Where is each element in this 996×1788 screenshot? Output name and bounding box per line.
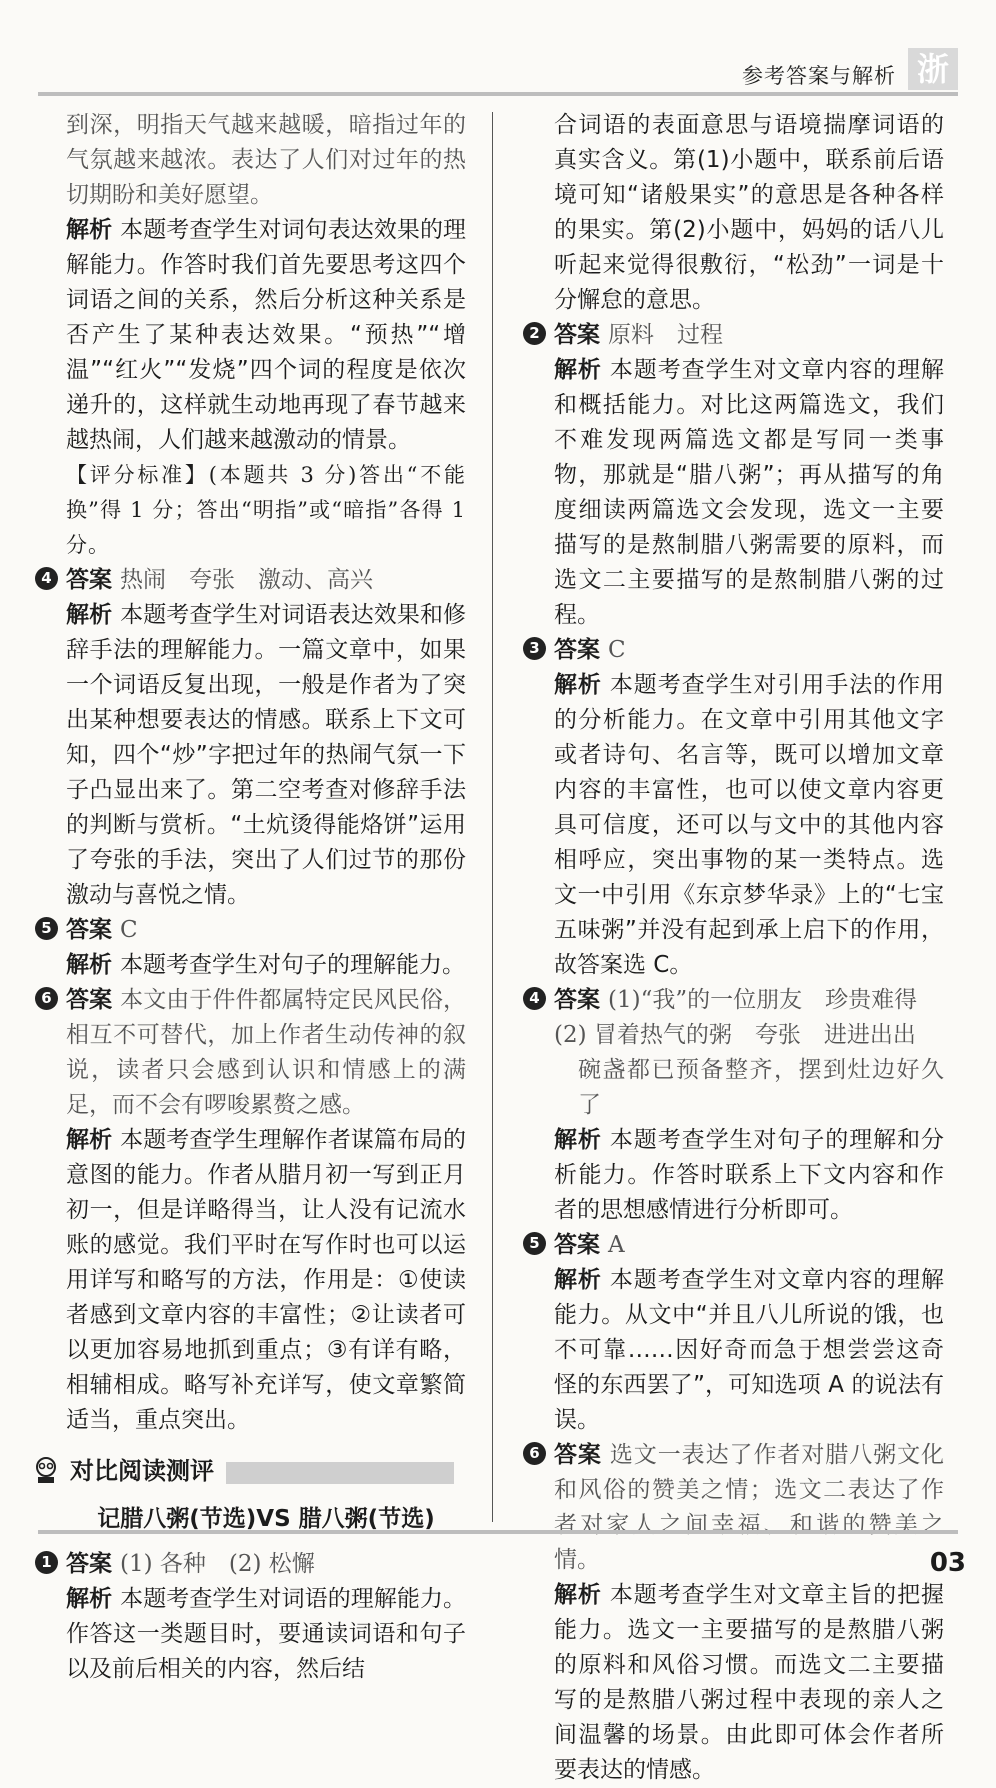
answer-label: 答案 [66, 567, 112, 593]
footer-divider [38, 1530, 958, 1534]
answer-text: C [608, 637, 626, 663]
analysis-text: 本题考查学生对句子的理解能力。 [120, 952, 465, 978]
question-number-badge: 5 [523, 1232, 546, 1255]
answer-text: (1) 各种 (2) 松懈 [120, 1551, 315, 1577]
analysis-text: 本题考查学生对引用手法的作用的分析能力。在文章中引用其他文字或者诗句、名言等，既可以增加文章内容的丰富性，也可以使文章内容更具可信度，还可以与文中的其他内容相呼应，突出事物的某一类特点。选文一中引用《东京梦华录》上的“七宝五味粥”并没有起到承上启下的作用，故答案选 C。 [554, 672, 945, 978]
answer-text: A [608, 1232, 625, 1258]
question-item-5 [41, 913, 466, 983]
answer-text-part-3: 碗盏都已预备整齐，摆到灶边好久了 [578, 1057, 944, 1118]
question-item-6 [41, 983, 466, 1438]
analysis-label: 解析 [554, 1127, 602, 1153]
answer-label: 答案 [554, 637, 600, 663]
question-number-badge: 2 [523, 322, 546, 345]
answer-label: 答案 [554, 1442, 602, 1468]
question-item-2 [529, 318, 945, 633]
header-divider [38, 92, 958, 96]
analysis-label: 解析 [66, 1586, 113, 1612]
section-subtitle: 记腊八粥(节选)VS 腊八粥(节选) [97, 1506, 435, 1532]
question-number-badge: 4 [35, 567, 58, 590]
analysis-label: 解析 [554, 1267, 602, 1293]
answer-text: 原料 过程 [608, 322, 723, 348]
question-item-4 [41, 563, 466, 913]
answer-label: 答案 [66, 1551, 112, 1577]
province-tag: 浙 [908, 48, 958, 90]
analysis-label: 解析 [554, 1582, 602, 1608]
right-column [529, 108, 945, 1788]
analysis-text: 本题考查学生对文章主旨的把握能力。选文一主要描写的是熬腊八粥的原料和风俗习惯。而选文二主要描写的是熬腊八粥过程中表现的亲人之间温馨的场景。由此即可体会作者所要表达的情感。 [554, 1582, 945, 1783]
analysis-text: 本题考查学生理解作者谋篇布局的意图的能力。作者从腊月初一写到正月初一，但是详略得当，让人没有记流水账的感觉。我们平时在写作时也可以运用详写和略写的方法，作用是：①使读者感到文章内容的丰富性；②让读者可以更加容易地抓到重点；③有详有略，相辅相成。略写补充详写，使文章繁简适当，重点突出。 [66, 1127, 466, 1433]
answer-label: 答案 [554, 322, 600, 348]
column-divider [492, 112, 493, 1522]
question-number-badge: 5 [35, 917, 58, 940]
question-item-1 [41, 1547, 466, 1687]
analysis-text: 本题考查学生对句子的理解和分析能力。作答时联系上下文内容和作者的思想感情进行分析即可。 [554, 1127, 945, 1223]
question-number-badge: 6 [523, 1442, 546, 1465]
question-item-4-right [529, 983, 945, 1228]
reader-icon [32, 1456, 60, 1484]
answer-text: 热闹 夸张 激动、高兴 [120, 567, 373, 593]
analysis-label: 解析 [66, 217, 113, 243]
continued-analysis [66, 213, 466, 458]
section-title: 对比阅读测评 [70, 1457, 214, 1485]
question-number-badge: 4 [523, 987, 546, 1010]
page-number: 03 [929, 1548, 966, 1578]
section-header [32, 1452, 466, 1498]
analysis-text: 本题考查学生对词语的理解能力。作答这一类题目时，要通读词语和句子以及前后相关的内容，然后结 [66, 1586, 466, 1682]
section-title-bar [226, 1462, 454, 1484]
analysis-label: 解析 [66, 602, 113, 628]
analysis-label: 解析 [554, 357, 602, 383]
answer-text-part-2: (2) 冒着热气的粥 夸张 进进出出 [554, 1022, 916, 1048]
analysis-label: 解析 [66, 952, 112, 978]
answer-text: 选文一表达了作者对腊八粥文化和风俗的赞美之情；选文二表达了作者对家人之间幸福、和谐的赞美之情。 [554, 1442, 945, 1573]
answer-label: 答案 [66, 917, 112, 943]
header-title: 参考答案与解析 [742, 64, 896, 88]
analysis-label: 解析 [554, 672, 602, 698]
left-column [41, 108, 466, 1687]
continued-answer-text: 到深，明指天气越来越暖，暗指过年的气氛越来越浓。表达了人们对过年的热切期盼和美好愿望。 [66, 112, 466, 208]
scoring-standard: 【评分标准】(本题共 3 分)答出“不能换”得 1 分；答出“明指”或“暗指”各得 1 分。 [66, 463, 466, 557]
page-header [0, 0, 996, 96]
analysis-text: 本题考查学生对词句表达效果的理解能力。作答时我们首先要思考这四个词语之间的关系，然后分析这种关系是否产生了某种表达效果。“预热”“增温”“红火”“发烧”四个词的程度是依次递升的，这样就生动地再现了春节越来越热闹，人们越来越激动的情景。 [66, 217, 466, 453]
question-number-badge: 6 [35, 987, 58, 1010]
analysis-text: 本题考查学生对文章内容的理解能力。从文中“并且八儿所说的饿，也不可靠……因好奇而急于想尝尝这奇怪的东西罢了”，可知选项 A 的说法有误。 [554, 1267, 945, 1433]
question-number-badge: 3 [523, 637, 546, 660]
analysis-label: 解析 [66, 1127, 113, 1153]
answer-text: (1)“我”的一位朋友 珍贵难得 [608, 987, 918, 1013]
answer-label: 答案 [554, 987, 600, 1013]
continued-analysis-text: 合词语的表面意思与语境揣摩词语的真实含义。第(1)小题中，联系前后语境可知“诸般果实”的意思是各种各样的果实。第(2)小题中，妈妈的话八儿听起来觉得很敷衍，“松劲”一词是十分懈怠的意思。 [554, 112, 944, 313]
question-item-5-right [529, 1228, 945, 1438]
analysis-text: 本题考查学生对文章内容的理解和概括能力。对比这两篇选文，我们不难发现两篇选文都是写同一类事物，那就是“腊八粥”；再从描写的角度细读两篇选文会发现，选文一主要描写的是熬制腊八粥需要的原料，而选文二主要描写的是熬制腊八粥的过程。 [554, 357, 945, 628]
answer-label: 答案 [66, 987, 113, 1013]
answer-label: 答案 [554, 1232, 600, 1258]
question-number-badge: 1 [35, 1551, 58, 1574]
answer-text: C [120, 917, 138, 943]
answer-text: 本文由于件件都属特定民风民俗，相互不可替代，加上作者生动传神的叙说，读者只会感到认识和情感上的满足，而不会有啰唆累赘之感。 [66, 987, 466, 1118]
question-item-6-right [529, 1438, 945, 1788]
question-item-3 [529, 633, 945, 983]
analysis-text: 本题考查学生对词语表达效果和修辞手法的理解能力。一篇文章中，如果一个词语反复出现，一般是作者为了突出某种想要表达的情感。联系上下文可知，四个“炒”字把过年的热闹气氛一下子凸显出来了。第二空考查对修辞手法的判断与赏析。“土炕烫得能烙饼”运用了夸张的手法，突出了人们过节的那份激动与喜悦之情。 [66, 602, 466, 908]
